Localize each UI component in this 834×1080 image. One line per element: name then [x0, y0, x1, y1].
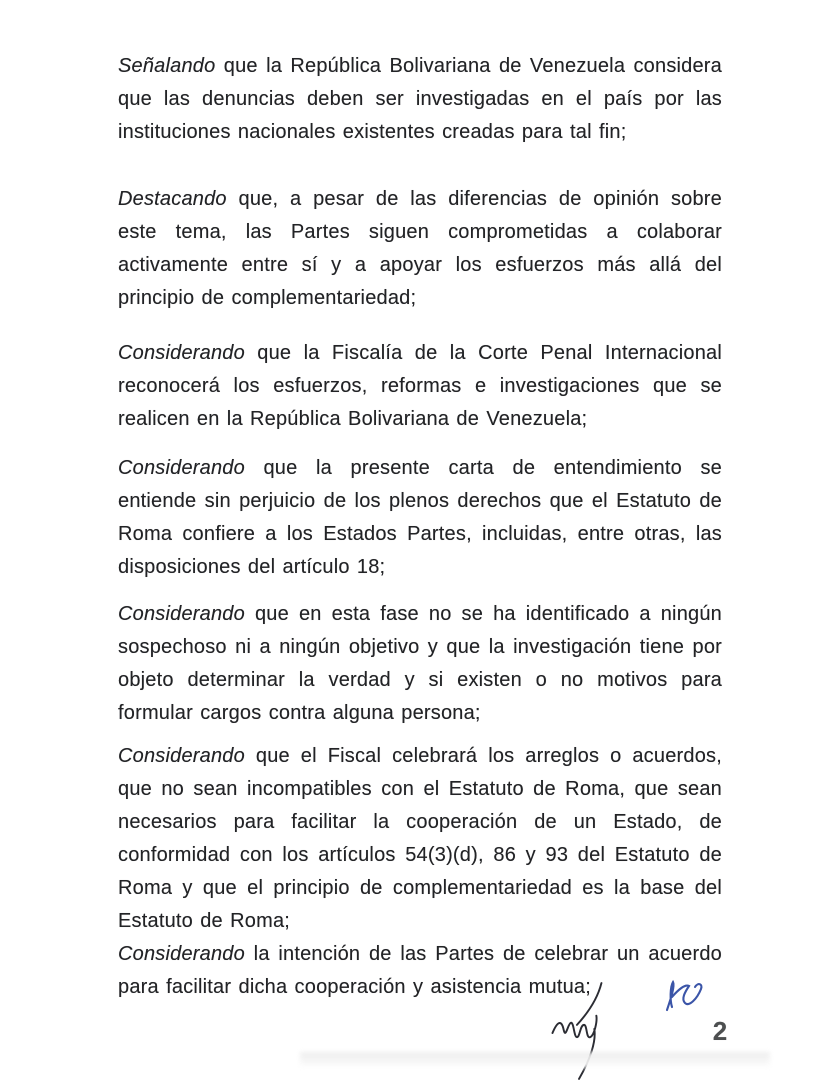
document-body: [118, 50, 722, 1004]
paragraph-considerando-2: [118, 452, 722, 584]
initials-ink-blue-icon: [658, 978, 710, 1018]
paragraph-lead: Considerando: [118, 342, 245, 364]
paragraph-considerando-3: [118, 598, 722, 730]
paragraph-lead: Señalando: [118, 55, 216, 77]
paragraph-text: que, a pesar de las diferencias de opinión sobre este tema, las Partes siguen comprometidas a colaborar activamente entre sí y a apoyar los esfuerzos más allá del principio de complementariedad;: [118, 188, 722, 309]
paragraph-text: la intención de las Partes de celebrar un acuerdo para facilitar dicha cooperación y asistencia mutua;: [118, 943, 722, 998]
scan-shadow-artifact: [300, 1052, 770, 1068]
paragraph-text: que el Fiscal celebrará los arreglos o acuerdos, que no sean incompatibles con el Estatuto de Roma, que sean necesarios para facilitar la cooperación de un Estado, de conformidad con los artículos 54(3)(d), 86 y 93 del Estatuto de Roma y que el principio de complementariedad es la base del Estatuto de Roma;: [118, 745, 722, 932]
paragraph-considerando-5: [118, 938, 722, 1004]
paragraph-destacando: [118, 183, 722, 315]
paragraph-lead: Considerando: [118, 745, 245, 767]
paragraph-text: que la presente carta de entendimiento se entiende sin perjuicio de los plenos derechos que el Estatuto de Roma confiere a los Estados Partes, incluidas, entre otras, las disposiciones del artículo 18;: [118, 457, 722, 578]
paragraph-lead: Considerando: [118, 603, 245, 625]
paragraph-text: que en esta fase no se ha identificado a ningún sospechoso ni a ningún objetivo y que la investigación tiene por objeto determinar la verdad y si existen o no motivos para formular cargos contra alguna persona;: [118, 603, 722, 724]
paragraph-text: que la República Bolivariana de Venezuela considera que las denuncias deben ser investigadas en el país por las instituciones nacionales existentes creadas para tal fin;: [118, 55, 722, 143]
paragraph-senalando: [118, 50, 722, 149]
paragraph-considerando-1: [118, 337, 722, 436]
paragraph-lead: Destacando: [118, 188, 227, 210]
paragraph-considerando-4: [118, 740, 722, 938]
paragraph-lead: Considerando: [118, 943, 245, 965]
paragraph-text: que la Fiscalía de la Corte Penal Internacional reconocerá los esfuerzos, reformas e investigaciones que se realicen en la República Bolivariana de Venezuela;: [118, 342, 722, 430]
page-number: 2: [712, 1016, 728, 1046]
paragraph-lead: Considerando: [118, 457, 245, 479]
